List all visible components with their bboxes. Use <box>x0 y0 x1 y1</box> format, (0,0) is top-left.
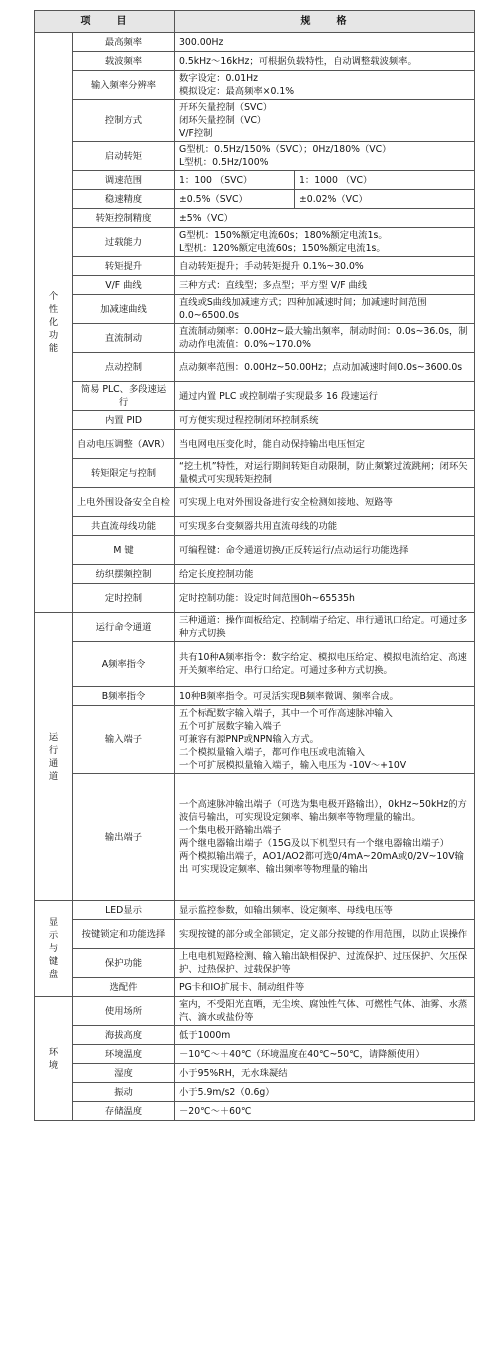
table-row <box>35 430 475 459</box>
category-label: 显示与键盘 <box>48 917 59 980</box>
spec-line: PG卡和IO扩展卡、制动组件等 <box>179 981 305 993</box>
spec-line: 自动转矩提升；手动转矩提升 0.1%~30.0% <box>179 260 364 272</box>
item-cell: 纺织摆频控制 <box>73 565 175 584</box>
spec-cell <box>175 411 475 430</box>
spec-cell <box>175 295 475 324</box>
item-cell: 加减速曲线 <box>73 295 175 324</box>
table-row <box>35 1045 475 1064</box>
item-cell: A频率指令 <box>73 642 175 687</box>
spec-cell <box>175 1045 475 1064</box>
spec-line: 两个模拟输出端子，AO1/AO2都可选0/4mA~20mA或0/2V~10V输出 可实现设定频率、输出频率等物理量的输出 <box>179 851 464 875</box>
item-cell: 运行命令通道 <box>73 613 175 642</box>
spec-cell <box>175 687 475 706</box>
category-cell <box>35 901 73 997</box>
spec-line: －20℃～＋60℃ <box>179 1105 252 1117</box>
spec-cell-part: 1：100 （SVC） <box>175 171 295 190</box>
table-row <box>35 613 475 642</box>
table-row <box>35 100 475 142</box>
item-cell: 选配件 <box>73 978 175 997</box>
table-row <box>35 687 475 706</box>
table-row <box>35 584 475 613</box>
spec-line: 可实现多台变频器共用直流母线的功能 <box>179 520 338 532</box>
spec-line: 开环矢量控制（SVC） <box>179 102 273 113</box>
item-cell: 按键锁定和功能选择 <box>73 920 175 949</box>
table-row <box>35 276 475 295</box>
spec-cell <box>175 459 475 488</box>
spec-cell <box>175 52 475 71</box>
spec-cell <box>175 613 475 642</box>
table-row <box>35 517 475 536</box>
spec-cell-part: ±0.02%（VC） <box>295 190 475 209</box>
table-row <box>35 142 475 171</box>
table-row <box>35 488 475 517</box>
spec-cell <box>175 324 475 353</box>
spec-line: 一个集电极开路输出端子 <box>179 825 282 836</box>
table-row <box>35 706 475 774</box>
spec-line: 五个可扩展数字输入端子 <box>179 721 282 732</box>
table-row <box>35 997 475 1026</box>
table-row <box>35 411 475 430</box>
spec-cell <box>175 276 475 295</box>
item-cell: 内置 PID <box>73 411 175 430</box>
category-cell <box>35 33 73 613</box>
spec-line: 室内，不受阳光直晒，无尘埃、腐蚀性气体、可燃性气体、油雾、水蒸汽、滴水或盐份等 <box>179 999 468 1023</box>
header-item: 项 目 <box>35 11 175 33</box>
item-cell: 输入频率分辨率 <box>73 71 175 100</box>
spec-line: 0.5kHz～16kHz；可根据负载特性，自动调整载波频率。 <box>179 55 417 67</box>
table-row <box>35 382 475 411</box>
table-row <box>35 1083 475 1102</box>
item-cell: 简易 PLC、多段速运行 <box>73 382 175 411</box>
spec-cell <box>175 1026 475 1045</box>
item-cell: 自动电压调整（AVR） <box>73 430 175 459</box>
item-cell: 控制方式 <box>73 100 175 142</box>
table-row <box>35 1026 475 1045</box>
spec-cell <box>175 209 475 228</box>
spec-line: 小于5.9m/s2（0.6g） <box>179 1086 275 1098</box>
spec-line: 三种通道：操作面板给定、控制端子给定、串行通讯口给定。可通过多种方式切换 <box>179 615 468 639</box>
spec-line: 三种方式：直线型；多点型；平方型 V/F 曲线 <box>179 279 368 291</box>
table-row <box>35 257 475 276</box>
table-row <box>35 52 475 71</box>
item-cell: 转矩控制精度 <box>73 209 175 228</box>
item-cell: 调速范围 <box>73 171 175 190</box>
item-cell: V/F 曲线 <box>73 276 175 295</box>
item-cell: 共直流母线功能 <box>73 517 175 536</box>
spec-cell <box>175 353 475 382</box>
item-cell: 湿度 <box>73 1064 175 1083</box>
item-cell: 转矩限定与控制 <box>73 459 175 488</box>
table-header-row <box>35 11 475 33</box>
spec-line: 直流制动频率：0.00Hz~最大输出频率，制动时间：0.0s~36.0s，制动动作电流值：0.0%~170.0% <box>179 326 468 350</box>
spec-line: 当电网电压变化时，能自动保持输出电压恒定 <box>179 438 365 450</box>
table-row <box>35 33 475 52</box>
spec-cell <box>175 978 475 997</box>
item-cell: B频率指令 <box>73 687 175 706</box>
spec-cell <box>175 1064 475 1083</box>
spec-line: 可兼容有源PNP或NPN输入方式。 <box>179 734 319 745</box>
spec-line: 可实现上电对外围设备进行安全检测如接地、短路等 <box>179 496 393 508</box>
spec-cell <box>175 1083 475 1102</box>
spec-line: ±5%（VC） <box>179 212 233 224</box>
spec-cell <box>175 565 475 584</box>
spec-cell <box>175 536 475 565</box>
spec-line: G型机：150%额定电流60s；180%额定电流1s。 <box>179 230 388 241</box>
spec-line: 点动频率范围：0.00Hz~50.00Hz；点动加减速时间0.0s~3600.0s <box>179 361 463 373</box>
spec-cell <box>175 584 475 613</box>
spec-line: 闭环矢量控制（VC） <box>179 115 267 126</box>
category-cell <box>35 997 73 1121</box>
spec-cell <box>175 33 475 52</box>
table-row <box>35 565 475 584</box>
spec-cell <box>175 517 475 536</box>
spec-cell <box>175 901 475 920</box>
table-row <box>35 949 475 978</box>
spec-cell <box>175 100 475 142</box>
spec-cell <box>175 706 475 774</box>
item-cell: 转矩提升 <box>73 257 175 276</box>
spec-cell-part: ±0.5%（SVC） <box>175 190 295 209</box>
spec-line: 可编程键：命令通道切换/正反转运行/点动运行功能选择 <box>179 544 409 556</box>
item-cell: 海拔高度 <box>73 1026 175 1045</box>
spec-cell <box>175 430 475 459</box>
spec-table <box>34 10 475 1121</box>
item-cell: 最高频率 <box>73 33 175 52</box>
spec-line: 模拟设定：最高频率×0.1% <box>179 86 295 97</box>
table-row <box>35 920 475 949</box>
spec-line: 上电电机短路检测、输入输出缺相保护、过流保护、过压保护、欠压保护、过热保护、过载保护等 <box>179 951 468 975</box>
spec-line: 一个高速脉冲输出端子（可选为集电极开路输出），0kHz~50kHz的方波信号输出，可实现设定频率、输出频率等物理量的输出。 <box>179 799 467 823</box>
item-cell: 稳速精度 <box>73 190 175 209</box>
category-label: 环境 <box>48 1046 59 1071</box>
spec-cell <box>175 382 475 411</box>
category-label: 个性化功能 <box>48 291 59 354</box>
spec-line: “挖土机”特性，对运行期间转矩自动限制，防止频繁过流跳闸；闭环矢量模式可实现转矩控制 <box>179 461 468 485</box>
category-cell <box>35 613 73 901</box>
table-row <box>35 171 475 190</box>
spec-line: 数字设定：0.01Hz <box>179 73 259 84</box>
spec-line: 300.00Hz <box>179 36 224 48</box>
item-cell: 启动转矩 <box>73 142 175 171</box>
item-cell: 定时控制 <box>73 584 175 613</box>
item-cell: 保护功能 <box>73 949 175 978</box>
table-row <box>35 642 475 687</box>
spec-cell-part: 1：1000 （VC） <box>295 171 475 190</box>
item-cell: 直流制动 <box>73 324 175 353</box>
spec-line: L型机：120%额定电流60s；150%额定电流1s。 <box>179 243 386 254</box>
spec-line: 二个模拟量输入端子，都可作电压或电流输入 <box>179 747 365 758</box>
spec-cell <box>175 774 475 901</box>
spec-line: G型机：0.5Hz/150%（SVC）；0Hz/180%（VC） <box>179 144 392 155</box>
item-cell: 存储温度 <box>73 1102 175 1121</box>
item-cell: 使用场所 <box>73 997 175 1026</box>
item-cell: 过载能力 <box>73 228 175 257</box>
item-cell: 点动控制 <box>73 353 175 382</box>
table-row <box>35 228 475 257</box>
item-cell: LED显示 <box>73 901 175 920</box>
table-row <box>35 459 475 488</box>
spec-cell <box>175 71 475 100</box>
table-row <box>35 353 475 382</box>
table-row <box>35 1064 475 1083</box>
spec-line: 通过内置 PLC 或控制端子实现最多 16 段速运行 <box>179 390 378 402</box>
spec-line: 小于95%RH，无水珠凝结 <box>179 1067 288 1079</box>
item-cell: 输入端子 <box>73 706 175 774</box>
item-cell: 输出端子 <box>73 774 175 901</box>
spec-cell <box>175 949 475 978</box>
table-row <box>35 1102 475 1121</box>
table-row <box>35 71 475 100</box>
table-row <box>35 209 475 228</box>
table-row <box>35 774 475 901</box>
spec-line: 一个可扩展模拟量输入端子，输入电压为 -10V～+10V <box>179 760 407 771</box>
item-cell: 环境温度 <box>73 1045 175 1064</box>
item-cell: 上电外围设备安全自检 <box>73 488 175 517</box>
spec-cell <box>175 1102 475 1121</box>
table-body <box>35 33 475 1121</box>
table-row <box>35 536 475 565</box>
spec-cell <box>175 920 475 949</box>
spec-line: 低于1000m <box>179 1029 231 1041</box>
header-spec: 规 格 <box>175 11 475 33</box>
spec-cell <box>175 257 475 276</box>
table-row <box>35 190 475 209</box>
table-row <box>35 901 475 920</box>
spec-line: 直线或S曲线加减速方式；四种加减速时间；加减速时间范围0.0~6500.0s <box>179 297 427 321</box>
table-row <box>35 324 475 353</box>
spec-line: 给定长度控制功能 <box>179 568 254 580</box>
category-label: 运行通道 <box>48 731 59 782</box>
spec-line: 实现按键的部分或全部锁定，定义部分按键的作用范围，以防止误操作 <box>179 928 468 940</box>
item-cell: 载波频率 <box>73 52 175 71</box>
spec-cell <box>175 488 475 517</box>
table-row <box>35 978 475 997</box>
table-row <box>35 295 475 324</box>
spec-line: V/F控制 <box>179 128 213 139</box>
spec-line: 共有10种A频率指令：数字给定、模拟电压给定、模拟电流给定、高速开关频率给定、串行口给定。可通过多种方式切换。 <box>179 652 467 676</box>
spec-line: 可方便实现过程控制闭环控制系统 <box>179 414 319 426</box>
spec-line: －10℃～＋40℃（环境温度在40℃~50℃，请降额使用） <box>179 1048 425 1060</box>
spec-cell <box>175 642 475 687</box>
spec-cell <box>175 142 475 171</box>
spec-line: L型机：0.5Hz/100% <box>179 157 269 168</box>
spec-line: 两个继电器输出端子（15G及以下机型只有一个继电器输出端子） <box>179 838 450 849</box>
spec-line: 显示监控参数，如输出频率、设定频率、母线电压等 <box>179 904 393 916</box>
item-cell: M 键 <box>73 536 175 565</box>
spec-line: 定时控制功能：设定时间范围0h~65535h <box>179 592 355 604</box>
spec-cell <box>175 228 475 257</box>
item-cell: 振动 <box>73 1083 175 1102</box>
spec-line: 10种B频率指令。可灵活实现B频率微调、频率合成。 <box>179 690 399 702</box>
spec-line: 五个标配数字输入端子，其中一个可作高速脉冲输入 <box>179 708 393 719</box>
spec-cell <box>175 997 475 1026</box>
